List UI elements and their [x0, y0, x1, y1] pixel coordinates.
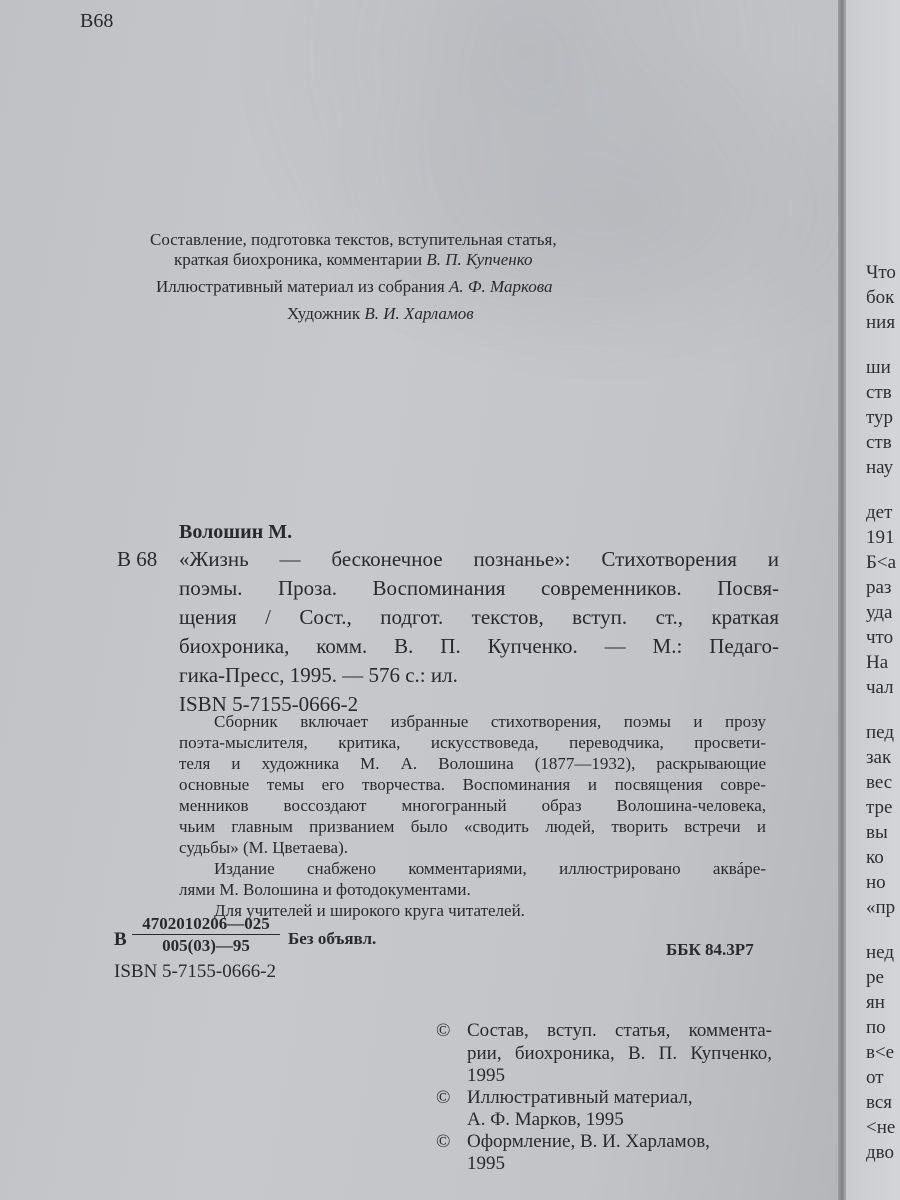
next-page-fragment: ств [866, 382, 892, 403]
next-page-fragment: бок [866, 287, 895, 308]
next-page-fragment: ств [866, 432, 892, 453]
next-page-fragment: раз [866, 577, 892, 598]
annotation-audience: Для учителей и широкого круга читателей. [214, 901, 525, 920]
next-page-fragment: нед [866, 942, 895, 963]
next-page-fragment: тре [866, 797, 893, 818]
next-page-fragment: дет [866, 502, 893, 523]
book-gutter [838, 0, 846, 1200]
catalog-isbn: ISBN 5-7155-0666-2 [179, 692, 359, 716]
next-page-fragment: <не [866, 1117, 896, 1138]
next-page-fragment: но [866, 872, 886, 893]
annotation-line: основные темы его творчества. Воспоминания и посвящения совре- [179, 775, 766, 794]
catalog-line: «Жизнь — бесконечное познанье»: Стихотворения и [179, 547, 779, 571]
next-page-fragment: тур [866, 407, 894, 428]
catalog-line: гика-Пресс, 1995. — 576 с.: ил. [179, 663, 458, 687]
next-page-fragment: На [866, 652, 889, 673]
copyright-line: рии, биохроника, В. П. Купченко, [467, 1043, 772, 1064]
annotation-line: теля и художника М. А. Волошина (1877—1932), раскрывающие [179, 754, 766, 773]
annotation-line: чьим главным призванием было «сводить людей, творить встречи и [179, 817, 766, 836]
bbk-code: ББК 84.3Р7 [666, 940, 754, 959]
next-page-fragment: вся [866, 1092, 893, 1113]
next-page-fragment: нау [866, 457, 894, 478]
next-page-fragment: ко [866, 847, 884, 868]
catalog-line: щения / Сост., подгот. текстов, вступ. ст., краткая [179, 605, 779, 629]
next-page-fragment: уда [866, 602, 893, 623]
annotation-line: судьбы» (М. Цветаева). [179, 838, 348, 857]
copyright-line: 1995 [467, 1065, 505, 1086]
copyright-line: А. Ф. Марков, 1995 [467, 1109, 624, 1130]
credits-artist: Художник В. И. Харламов [287, 304, 474, 323]
code-isbn: ISBN 5-7155-0666-2 [114, 961, 277, 982]
catalog-line: биохроника, комм. В. П. Купченко. — М.: Педаго- [179, 634, 779, 658]
code-denominator: 005(03)—95 [162, 936, 250, 955]
next-page-fragment: вес [866, 772, 893, 793]
next-page-fragment: зак [866, 747, 892, 768]
copyright-line: Иллюстративный материал, [467, 1087, 693, 1108]
code-numerator: 4702010206—025 [132, 914, 280, 935]
next-page-fragment: ян [866, 992, 885, 1013]
copyright-line: Оформление, В. И. Харламов, [467, 1131, 710, 1152]
next-page-fragment: ния [866, 312, 896, 333]
credits-compilation-line2: краткая биохроника, комментарии В. П. Купченко [174, 250, 533, 269]
copyright-symbol: © [436, 1131, 451, 1152]
catalog-author: Волошин М. [179, 521, 293, 543]
code-letter: В [114, 929, 127, 950]
annotation-line: поэта-мыслителя, критика, искусствоведа, переводчика, просвети- [179, 733, 766, 752]
header-code: В68 [80, 10, 114, 32]
catalog-line: поэмы. Проза. Воспоминания современников. Посвя- [179, 576, 779, 600]
next-page-fragment: пед [866, 722, 895, 743]
next-page-fragment: 191 [866, 527, 895, 548]
next-page-fragment: вы [866, 822, 888, 843]
next-page-fragment: дво [866, 1142, 895, 1163]
copyright-symbol: © [436, 1020, 451, 1041]
credits-illustrations: Иллюстративный материал из собрания А. Ф. Маркова [156, 277, 553, 296]
next-page-fragment: «пр [866, 897, 896, 918]
annotation-line: Сборник включает избранные стихотворения, поэмы и прозу [214, 712, 766, 731]
credits-compilation-line1: Составление, подготовка текстов, вступительная статья, [150, 230, 557, 249]
next-page-fragment: Что [866, 262, 896, 283]
annotation-edition-line: Издание снабжено комментариями, иллюстрировано аквáре- [214, 859, 766, 878]
copyright-line: Состав, вступ. статья, коммента- [467, 1020, 772, 1041]
annotation-line: менников воссоздают многогранный образ Волошина-человека, [179, 796, 766, 815]
copyright-line: 1995 [467, 1153, 505, 1174]
next-page-fragment: ши [866, 357, 891, 378]
next-page-edge [846, 0, 900, 1200]
next-page-fragment: что [866, 627, 894, 648]
next-page-fragment: в<е [866, 1042, 895, 1063]
next-page-fragment: чал [866, 677, 894, 698]
next-page-fragment: ре [866, 967, 884, 988]
code-note: Без объявл. [288, 929, 377, 948]
annotation-edition-line: лями М. Волошина и фотодокументами. [179, 880, 471, 899]
catalog-index: В 68 [117, 547, 158, 571]
next-page-fragment: от [866, 1067, 884, 1088]
next-page-fragment: Б<а [866, 552, 897, 573]
copyright-symbol: © [436, 1087, 451, 1108]
next-page-fragment: по [866, 1017, 886, 1038]
